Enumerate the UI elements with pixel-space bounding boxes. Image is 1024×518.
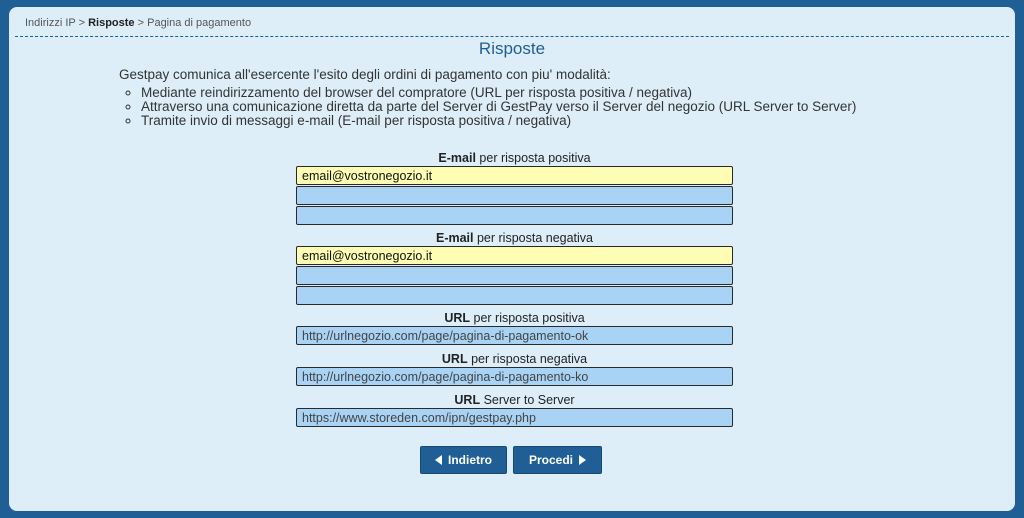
arrow-right-icon [579,455,586,465]
url-positive-group [296,310,733,346]
back-button[interactable] [420,446,507,474]
url-server-label: URL Server to Server [454,393,575,407]
url-negative-group [296,351,733,387]
intro-text: Gestpay comunica all'esercente l'esito degli ordini di pagamento con piu' modalità: [119,67,611,82]
list-item: ◦ Mediante reindirizzamento del browser del compratore (URL per risposta positiva / negativa) [141,86,856,100]
email-negative-label: E-mail per risposta negativa [435,231,594,245]
arrow-left-icon [435,455,442,465]
next-button[interactable] [513,446,602,474]
breadcrumb-separator: > [134,17,148,29]
url-positive-label: URL per risposta positiva [444,311,585,325]
back-button-label: Indietro [448,453,492,467]
url-server-field[interactable] [296,408,733,427]
breadcrumb-item-pagina-di-pagamento[interactable]: Pagina di pagamento [147,17,252,29]
breadcrumb [25,17,251,29]
list-item: ◦ Attraverso una comunicazione diretta da parte del Server di GestPay verso il Server del negozio (URL Server to Server) [141,100,856,114]
email-positive-field-3[interactable] [296,206,733,225]
email-negative-group [296,230,733,306]
email-positive-label: E-mail per risposta positiva [438,151,591,165]
page-title: Risposte [478,39,546,58]
url-server-group [296,392,733,428]
url-positive-field[interactable] [296,326,733,345]
list-item: ◦ Tramite invio di messaggi e-mail (E-mail per risposta positiva / negativa) [141,114,856,128]
email-positive-field-1[interactable] [296,166,733,185]
email-positive-group [296,150,733,226]
next-button-label: Procedi [528,453,573,467]
url-negative-field[interactable] [296,367,733,386]
main-panel [9,7,1015,511]
breadcrumb-item-risposte: Risposte [88,17,135,29]
dashed-divider [15,36,1009,37]
url-negative-label: URL per risposta negativa [441,352,588,366]
breadcrumb-item-indirizzi-ip[interactable]: Indirizzi IP [25,17,76,29]
info-list [119,86,856,128]
email-positive-field-2[interactable] [296,186,733,205]
email-negative-field-1[interactable] [296,246,733,265]
email-negative-field-3[interactable] [296,286,733,305]
email-negative-field-2[interactable] [296,266,733,285]
breadcrumb-separator: > [75,17,89,29]
